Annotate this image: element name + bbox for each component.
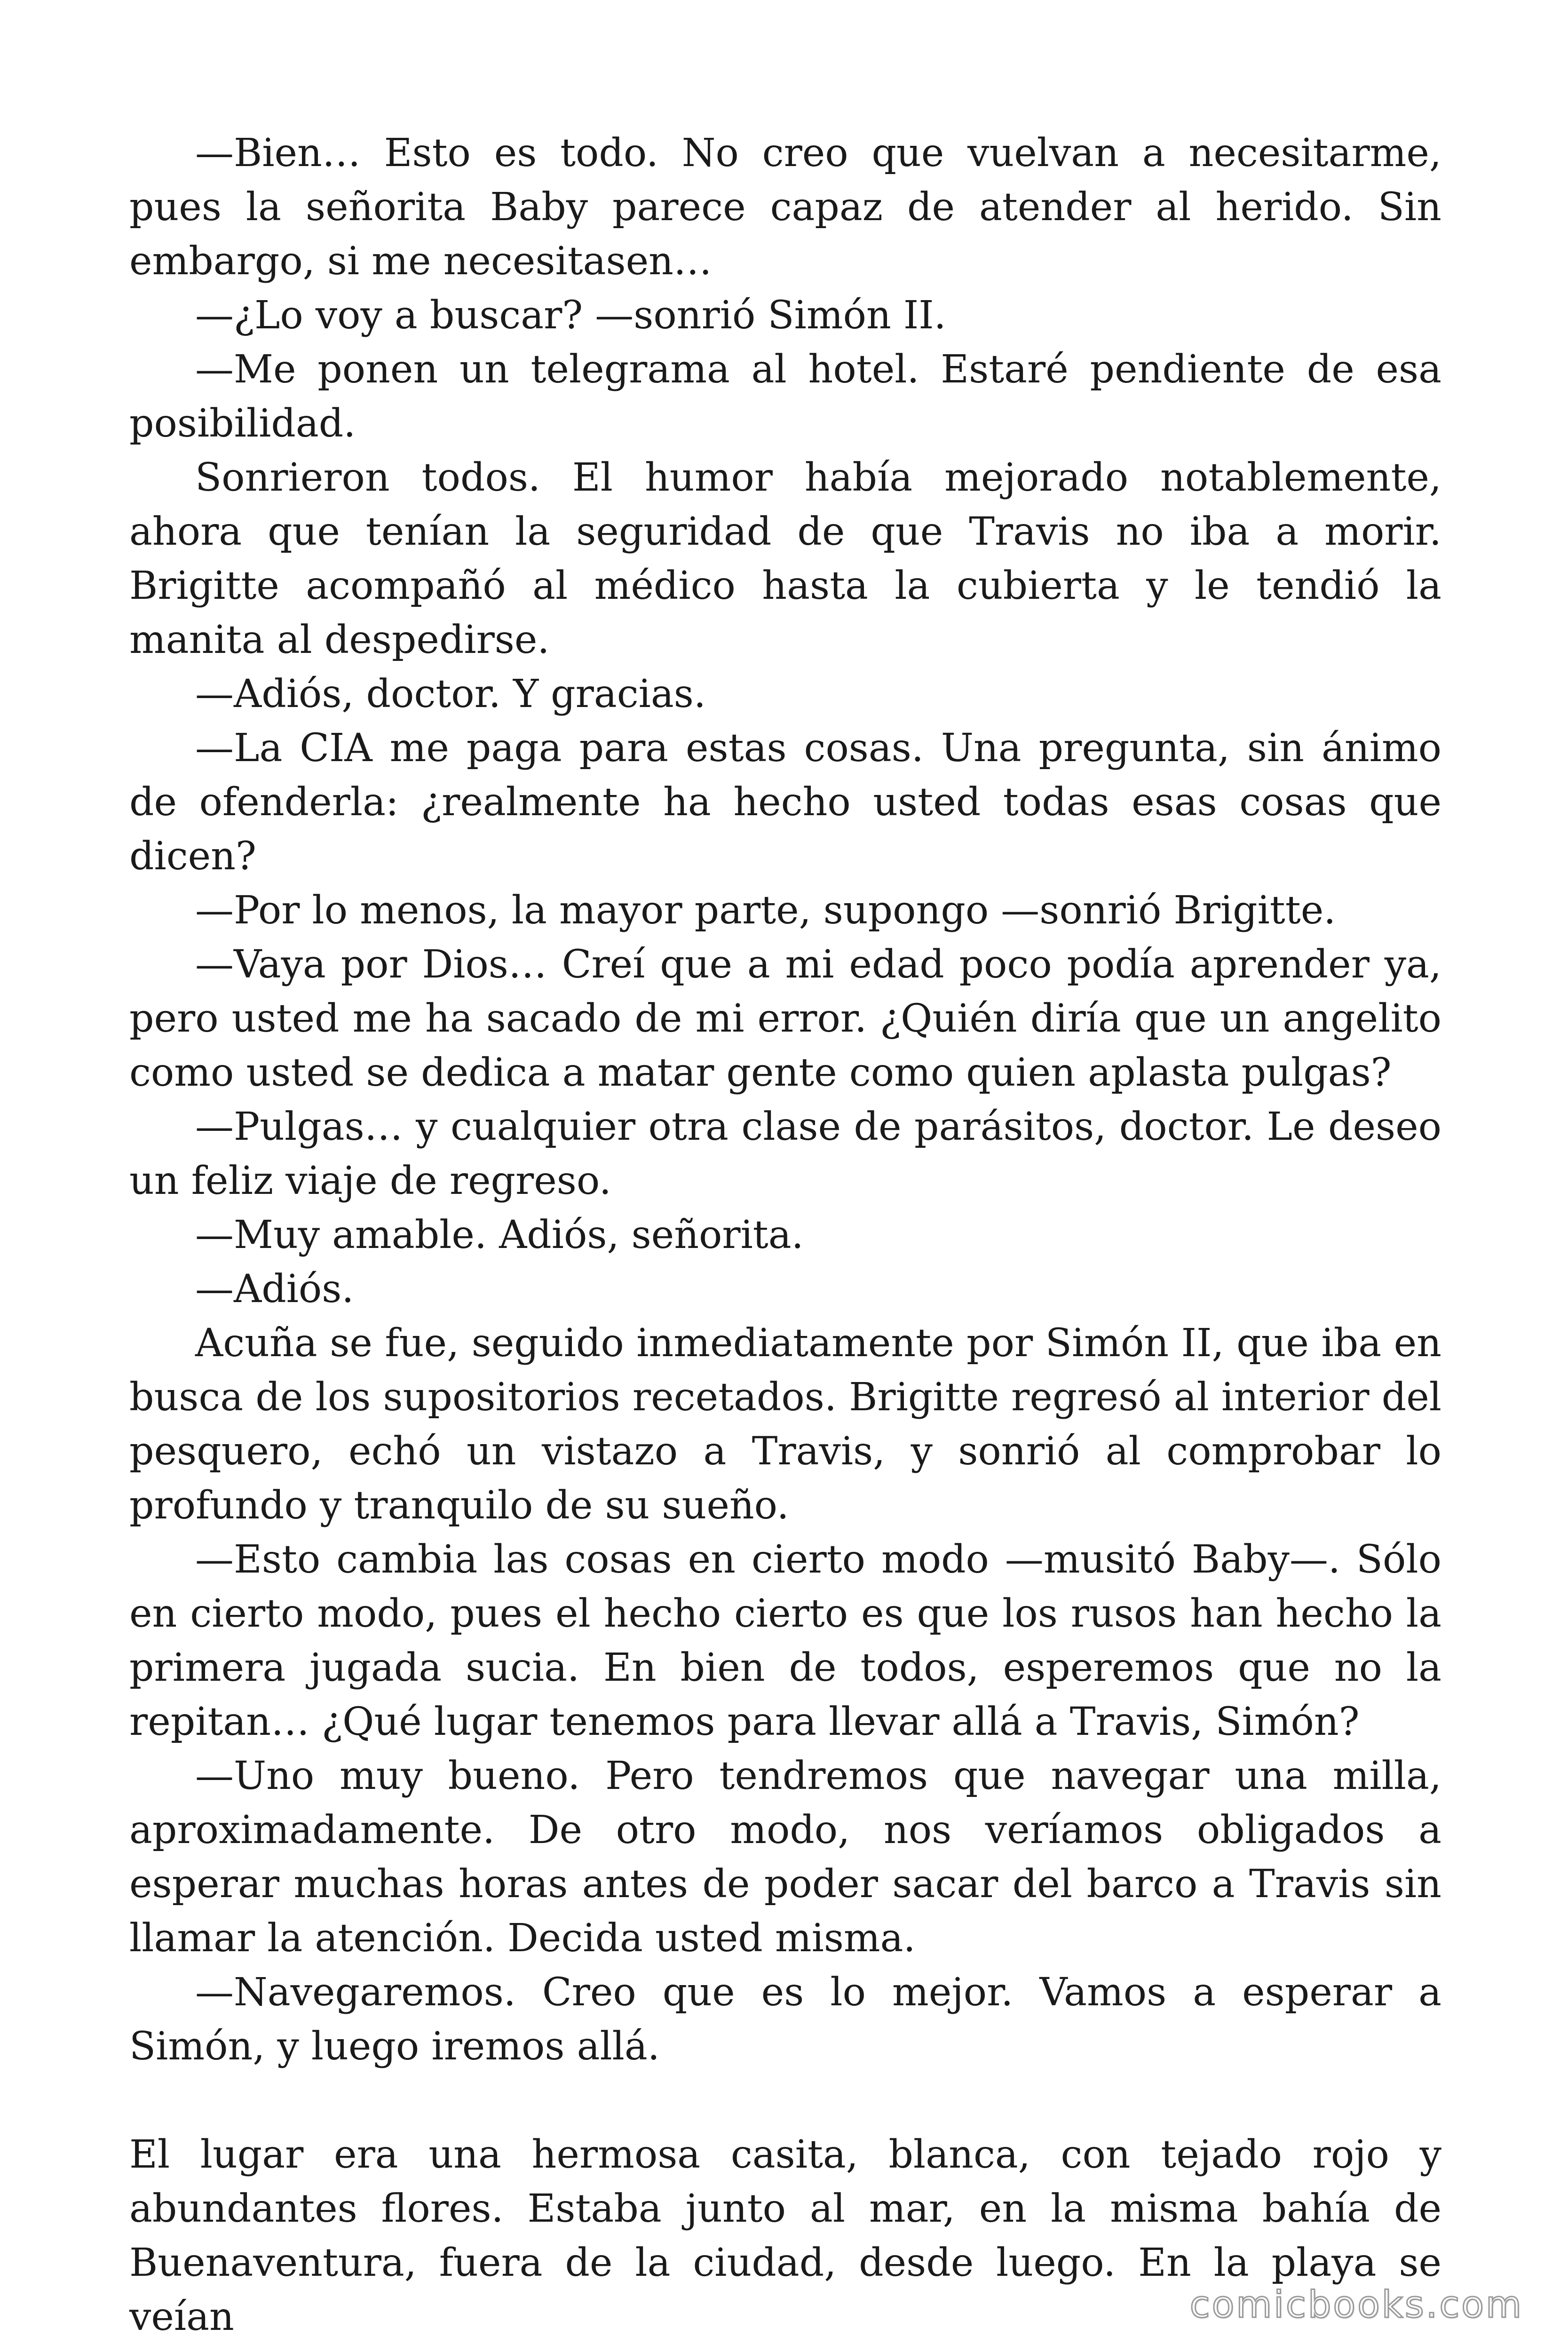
paragraph: —Esto cambia las cosas en cierto modo —musitó Baby—. Sólo en cierto modo, pues el hecho cierto es que los rusos han hecho la primera jugada sucia. En bien de todos, esperemos que no la repitan… ¿Qué lugar tenemos para llevar allá a Travis, Simón? bbox=[129, 1537, 1441, 1744]
paragraph: —¿Lo voy a buscar? —sonrió Simón II. bbox=[195, 293, 946, 338]
paragraph: —Muy amable. Adiós, señorita. bbox=[195, 1213, 804, 1257]
paragraph: Sonrieron todos. El humor había mejorado notablemente, ahora que tenían la seguridad de que Travis no iba a morir. Brigitte acompañó al médico hasta la cubierta y le tendió la manita al despedirse. bbox=[129, 455, 1441, 662]
paragraph: —Navegaremos. Creo que es lo mejor. Vamos a esperar a Simón, y luego iremos allá. bbox=[129, 1970, 1441, 2069]
paragraph: —Me ponen un telegrama al hotel. Estaré pendiente de esa posibilidad. bbox=[129, 347, 1441, 446]
paragraph: —Bien… Esto es todo. No creo que vuelvan a necesitarme, pues la señorita Baby parece capaz de atender al herido. Sin embargo, si me necesitasen… bbox=[129, 131, 1441, 284]
section-opening-paragraph: El lugar era una hermosa casita, blanca, con tejado rojo y abundantes flores. Estaba junto al mar, en la misma bahía de Buenaventura, fuera de la ciudad, desde luego. En la playa se veían bbox=[129, 2132, 1441, 2339]
paragraph: —Pulgas… y cualquier otra clase de parásitos, doctor. Le deseo un feliz viaje de regreso. bbox=[129, 1104, 1441, 1203]
watermark: comicbooks.com bbox=[1189, 2284, 1523, 2326]
paragraph: —Adiós. bbox=[195, 1267, 354, 1311]
paragraph: —Vaya por Dios… Creí que a mi edad poco podía aprender ya, pero usted me ha sacado de mi error. ¿Quién diría que un angelito como usted se dedica a matar gente como quien aplasta pulgas? bbox=[129, 942, 1441, 1095]
paragraph: —La CIA me paga para estas cosas. Una pregunta, sin ánimo de ofenderla: ¿realmente ha hecho usted todas esas cosas que dicen? bbox=[129, 726, 1441, 879]
paragraph: —Uno muy bueno. Pero tendremos que navegar una milla, aproximadamente. De otro modo, nos veríamos obligados a esperar muchas horas antes de poder sacar del barco a Travis sin llamar la atención. Decida usted misma. bbox=[129, 1754, 1441, 1961]
paragraph: Acuña se fue, seguido inmediatamente por Simón II, que iba en busca de los supositorios recetados. Brigitte regresó al interior del pesquero, echó un vistazo a Travis, y sonrió al comprobar lo profundo y tranquilo de su sueño. bbox=[129, 1321, 1441, 1528]
paragraph: —Por lo menos, la mayor parte, supongo —sonrió Brigitte. bbox=[195, 888, 1336, 933]
page-text bbox=[129, 126, 1441, 2344]
paragraph: —Adiós, doctor. Y gracias. bbox=[195, 672, 706, 716]
section-break bbox=[129, 2074, 1441, 2128]
